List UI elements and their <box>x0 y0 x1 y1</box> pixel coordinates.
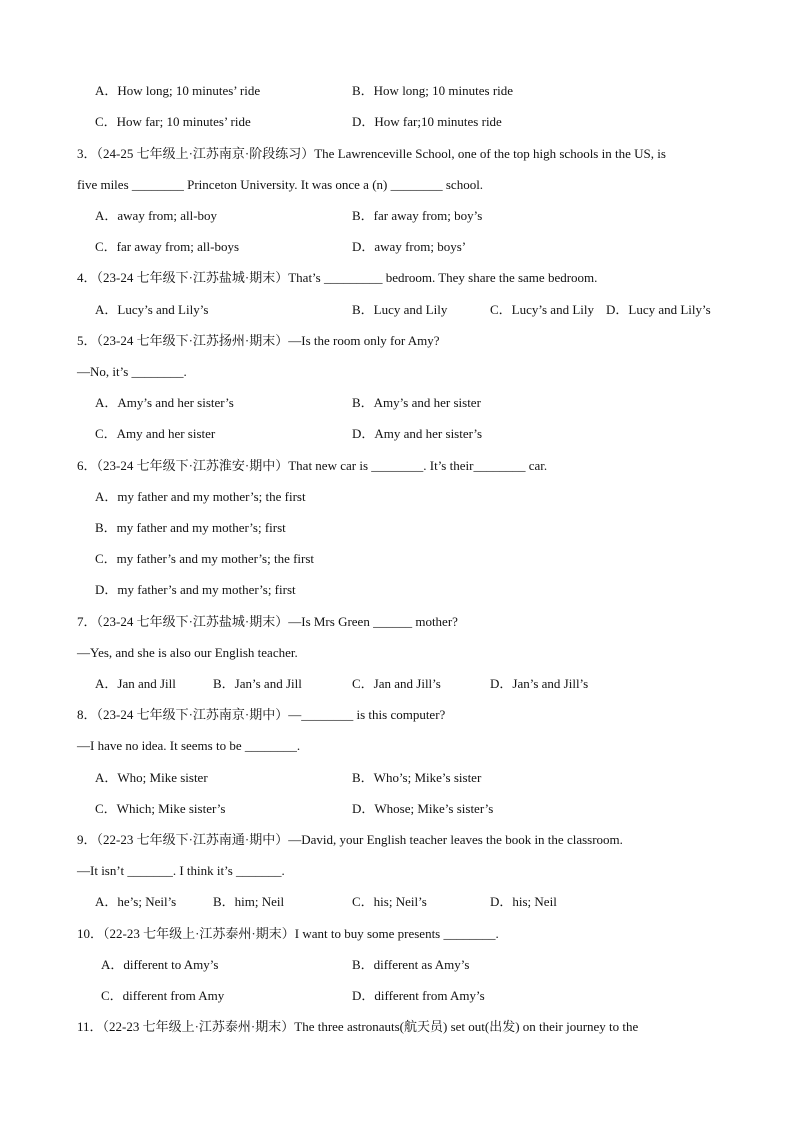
q5-option-a: A．Amy’s and her sister’s <box>95 395 234 410</box>
q10-option-a: A．different to Amy’s <box>101 957 219 972</box>
q10-option-b: B．different as Amy’s <box>352 957 470 972</box>
q5-option-b: B．Amy’s and her sister <box>352 395 481 410</box>
q5-option-c: C．Amy and her sister <box>95 426 216 441</box>
q3-stem-line1: 3．（24-25 七年级上·江苏南京·阶段练习）The Lawrenceville School, one of the top high schools in the US, is <box>77 146 666 161</box>
q10-stem-line1: 10．（22-23 七年级上·江苏泰州·期末）I want to buy some presents ________. <box>77 926 499 941</box>
q6-option-c: C．my father’s and my mother’s; the first <box>95 551 315 566</box>
q4-stem-line1: 4．（23-24 七年级下·江苏盐城·期末）That’s _________ bedroom. They share the same bedroom. <box>77 270 598 285</box>
q9-option-a: A．he’s; Neil’s <box>95 894 177 909</box>
q3-option-c: C．far away from; all-boys <box>95 239 240 254</box>
q3-stem-line2: five miles ________ Princeton University. It was once a (n) ________ school. <box>77 177 484 192</box>
q4-option-a: A．Lucy’s and Lily’s <box>95 302 209 317</box>
q8-option-d: D．Whose; Mike’s sister’s <box>352 801 494 816</box>
q6-stem-line1: 6．（23-24 七年级下·江苏淮安·期中）That new car is ________. It’s their________ car. <box>77 458 548 473</box>
q3-option-b: B．far away from; boy’s <box>352 208 483 223</box>
q8-option-c: C．Which; Mike sister’s <box>95 801 226 816</box>
q2-option-b: B．How long; 10 minutes ride <box>352 83 514 98</box>
q8-option-b: B．Who’s; Mike’s sister <box>352 770 482 785</box>
q3-option-a: A．away from; all-boy <box>95 208 218 223</box>
q7-option-d: D．Jan’s and Jill’s <box>490 676 589 691</box>
q7-option-a: A．Jan and Jill <box>95 676 176 691</box>
q5-option-d: D．Amy and her sister’s <box>352 426 483 441</box>
q8-stem-line1: 8．（23-24 七年级下·江苏南京·期中）—________ is this computer? <box>77 707 446 722</box>
q2-option-d: D．How far;10 minutes ride <box>352 114 502 129</box>
q9-option-b: B．him; Neil <box>213 894 285 909</box>
q9-stem-line2: —It isn’t _______. I think it’s _______. <box>77 863 285 878</box>
q4-option-b: B．Lucy and Lily <box>352 302 448 317</box>
q9-stem-line1: 9．（22-23 七年级下·江苏南通·期中）—David, your English teacher leaves the book in the classroom. <box>77 832 623 847</box>
q7-stem-line2: —Yes, and she is also our English teacher. <box>77 645 298 660</box>
q6-option-a: A．my father and my mother’s; the first <box>95 489 306 504</box>
q7-option-c: C．Jan and Jill’s <box>352 676 441 691</box>
q5-stem-line2: —No, it’s ________. <box>77 364 187 379</box>
q11-stem-line1: 11．（22-23 七年级上·江苏泰州·期末）The three astronauts(航天员) set out(出发) on their journey to the <box>77 1019 639 1034</box>
q10-option-d: D．different from Amy’s <box>352 988 485 1003</box>
q2-option-a: A．How long; 10 minutes’ ride <box>95 83 261 98</box>
q7-stem-line1: 7．（23-24 七年级下·江苏盐城·期末）—Is Mrs Green ______ mother? <box>77 614 458 629</box>
q4-option-c: C．Lucy’s and Lily <box>490 302 594 317</box>
q7-option-b: B．Jan’s and Jill <box>213 676 302 691</box>
q9-option-c: C．his; Neil’s <box>352 894 427 909</box>
q5-stem-line1: 5．（23-24 七年级下·江苏扬州·期末）—Is the room only for Amy? <box>77 333 440 348</box>
q9-option-d: D．his; Neil <box>490 894 557 909</box>
q8-option-a: A．Who; Mike sister <box>95 770 208 785</box>
q3-option-d: D．away from; boys’ <box>352 239 467 254</box>
q8-stem-line2: —I have no idea. It seems to be ________. <box>77 738 301 753</box>
q4-option-d: D．Lucy and Lily’s <box>606 302 711 317</box>
q2-option-c: C．How far; 10 minutes’ ride <box>95 114 251 129</box>
q6-option-b: B．my father and my mother’s; first <box>95 520 286 535</box>
q6-option-d: D．my father’s and my mother’s; first <box>95 582 296 597</box>
q10-option-c: C．different from Amy <box>101 988 225 1003</box>
